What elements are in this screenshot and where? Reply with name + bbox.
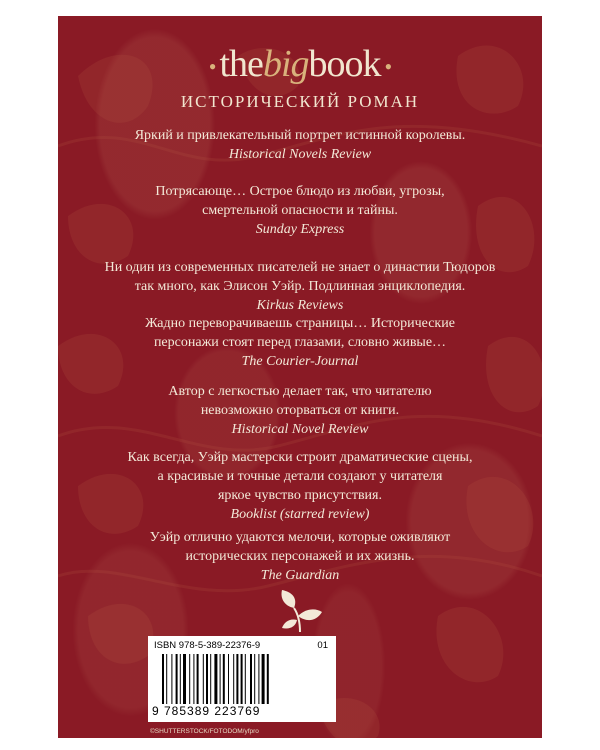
barcode-bar [193, 654, 194, 704]
barcode-bar [180, 654, 181, 704]
book-back-cover [58, 16, 542, 738]
barcode-bars [162, 654, 322, 704]
barcode-bar [236, 654, 238, 704]
leaf-emblem-icon [276, 588, 324, 636]
quote-text-line: смертельной опасности и тайны. [202, 203, 398, 218]
review-quote [88, 126, 512, 164]
barcode-bar [254, 654, 255, 704]
barcode-suffix: 01 [317, 640, 328, 651]
barcode-bar [197, 654, 199, 704]
quote-source: Historical Novel Review [231, 422, 369, 437]
barcode-bar [189, 654, 190, 704]
quote-text-line: Жадно переворачиваешь страницы… Исторические [145, 316, 455, 331]
brand-part-the: the [219, 43, 263, 85]
quote-text-line: яркое чувство присутствия. [217, 488, 382, 503]
barcode-bar [233, 654, 234, 704]
series-title: ИСТОРИЧЕСКИЙ РОМАН [180, 92, 420, 111]
isbn-text: ISBN 978-5-389-22376-9 [154, 640, 261, 651]
barcode-bar [223, 654, 225, 704]
barcode-bar [206, 654, 208, 704]
logo-dot-right: • [384, 54, 392, 80]
brand-part-book: book [308, 43, 381, 85]
quote-source: The Courier-Journal [241, 354, 359, 369]
barcode-bar [214, 654, 217, 704]
barcode-label [148, 636, 336, 722]
photo-credit: ©SHUTTERSTOCK/FOTODOM/yfpro [150, 728, 259, 735]
quote-text-line: Потрясающе… Острое блюдо из любви, угрозы, [155, 184, 445, 199]
review-quote [88, 528, 512, 585]
quote-text-line: а красивые и точные детали создают у читателя [157, 469, 443, 484]
barcode-bar [162, 654, 164, 704]
barcode-bar [262, 654, 265, 704]
barcode-bar [203, 654, 204, 704]
barcode-bar [228, 654, 229, 704]
barcode-bar [245, 654, 246, 704]
quote-source: Historical Novels Review [228, 147, 372, 162]
review-quote [88, 314, 512, 371]
quote-text-line: невозможно оторваться от книги. [200, 403, 400, 418]
brand-part-big: big [262, 43, 309, 85]
review-quote [88, 382, 512, 439]
quote-text-line: Автор с легкостью делает так, что читателю [168, 384, 432, 399]
quote-source: Kirkus Reviews [256, 298, 344, 313]
barcode-bar [210, 654, 211, 704]
quote-text-line: Ни один из современных писателей не знает о династии Тюдоров [104, 260, 496, 275]
logo-dot-left: • [208, 54, 216, 80]
quote-source: The Guardian [260, 568, 340, 583]
barcode-bar [171, 654, 172, 704]
quote-text-line: Как всегда, Уэйр мастерски строит драматические сцены, [127, 450, 473, 465]
barcode-bar [176, 654, 178, 704]
quote-text-line: персонажи стоят перед глазами, словно живые… [153, 335, 447, 350]
quote-text-line: исторических персонажей и их жизнь. [185, 549, 415, 564]
quote-text-line: так много, как Элисон Уэйр. Подлинная энциклопедия. [134, 279, 466, 294]
quote-text-line: Уэйр отлично удаются мелочи, которые оживляют [149, 530, 451, 545]
barcode-bar [250, 654, 252, 704]
quote-source: Booklist (starred review) [230, 507, 370, 522]
review-quote [88, 182, 512, 239]
quote-source: Sunday Express [255, 222, 345, 237]
quote-text-line: Яркий и привлекательный портрет истинной королевы. [134, 128, 466, 143]
barcode-digits: 9 785389 223769 [152, 704, 261, 718]
review-quote [88, 448, 512, 524]
barcode-bar [183, 654, 186, 704]
barcode-bar [166, 654, 167, 704]
brand-logo [58, 44, 542, 87]
review-quote [88, 258, 512, 315]
barcode-bar [267, 654, 269, 704]
barcode-bar [258, 654, 259, 704]
barcode-bar [241, 654, 243, 704]
barcode-bar [220, 654, 221, 704]
